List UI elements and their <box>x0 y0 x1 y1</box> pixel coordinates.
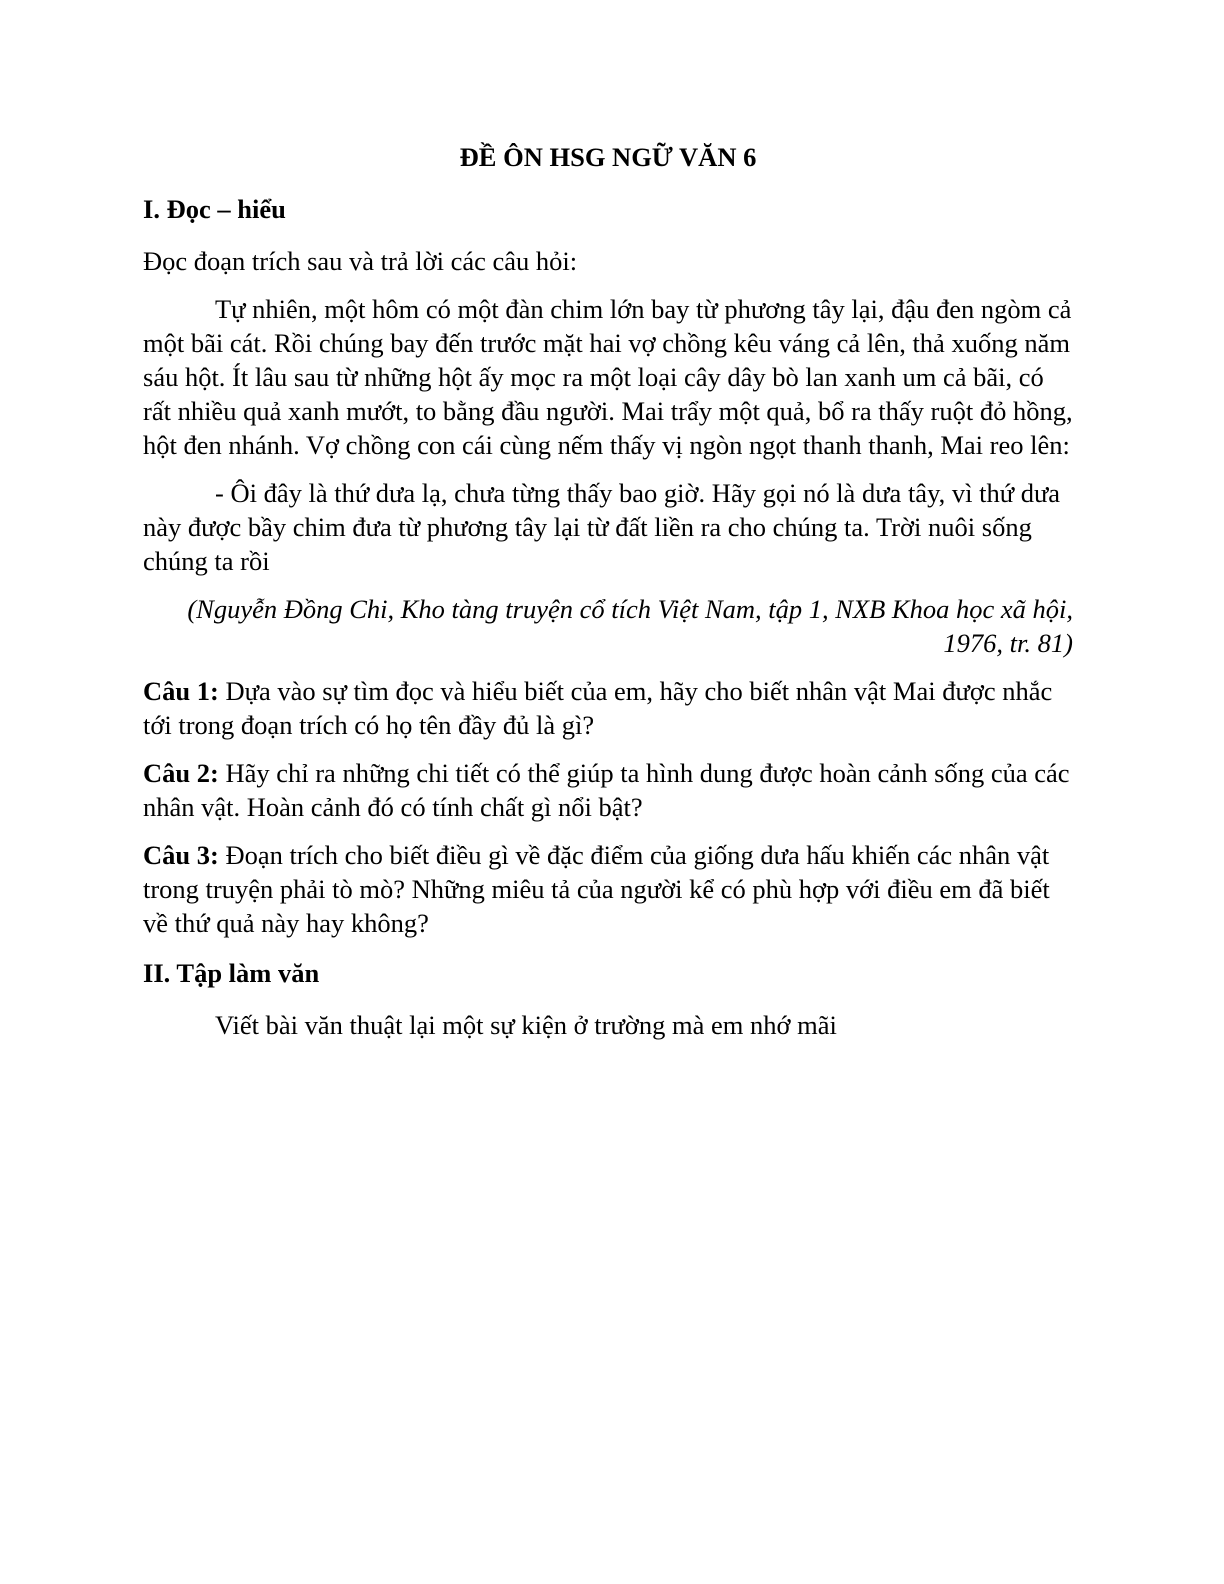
section-heading-writing: II. Tập làm văn <box>143 958 320 988</box>
question-2-label: Câu 2: <box>143 758 219 788</box>
question-1 <box>143 674 1073 742</box>
document-page <box>143 140 1073 1056</box>
document-title: ĐỀ ÔN HSG NGỮ VĂN 6 <box>459 142 757 172</box>
question-3 <box>143 838 1073 940</box>
passage-paragraph-1: Tự nhiên, một hôm có một đàn chim lớn bay từ phương tây lại, đậu đen ngòm cả một bãi cát. Rồi chúng bay đến trước mặt hai vợ chồng kêu váng cả lên, thả xuống năm sáu hột. Ít lâu sau từ những hột ấy mọc ra một loại cây dây bò lan xanh um cả bãi, có rất nhiều quả xanh mướt, to bằng đầu người. Mai trẩy một quả, bổ ra thấy ruột đỏ hồng, hột đen nhánh. Vợ chồng con cái cùng nếm thấy vị ngòn ngọt thanh thanh, Mai reo lên: <box>143 294 1073 460</box>
question-1-text: Dựa vào sự tìm đọc và hiểu biết của em, hãy cho biết nhân vật Mai được nhắc tới trong đoạn trích có họ tên đầy đủ là gì? <box>143 676 1053 740</box>
reading-instruction: Đọc đoạn trích sau và trả lời các câu hỏi: <box>143 246 578 276</box>
passage-source <box>143 592 1073 660</box>
question-2-text: Hãy chỉ ra những chi tiết có thể giúp ta hình dung được hoàn cảnh sống của các nhân vật. Hoàn cảnh đó có tính chất gì nổi bật? <box>143 758 1070 822</box>
source-line-1: (Nguyễn Đồng Chi, Kho tàng truyện cổ tích Việt Nam, tập 1, NXB Khoa học xã hội, <box>187 594 1073 624</box>
passage-paragraph-2: - Ôi đây là thứ dưa lạ, chưa từng thấy bao giờ. Hãy gọi nó là dưa tây, vì thứ dưa này được bầy chim đưa từ phương tây lại từ đất liền ra cho chúng ta. Trời nuôi sống chúng ta rồi <box>143 478 1061 576</box>
question-3-label: Câu 3: <box>143 840 219 870</box>
question-2 <box>143 756 1073 824</box>
source-line-2: 1976, tr. 81) <box>943 628 1073 658</box>
section-heading-reading: I. Đọc – hiểu <box>143 194 286 224</box>
question-3-text: Đoạn trích cho biết điều gì về đặc điểm của giống dưa hấu khiến các nhân vật trong truyện phải tò mò? Những miêu tả của người kể có phù hợp với điều em đã biết về thứ quả này hay không? <box>143 840 1050 938</box>
writing-prompt: Viết bài văn thuật lại một sự kiện ở trường mà em nhớ mãi <box>215 1010 837 1040</box>
question-1-label: Câu 1: <box>143 676 219 706</box>
